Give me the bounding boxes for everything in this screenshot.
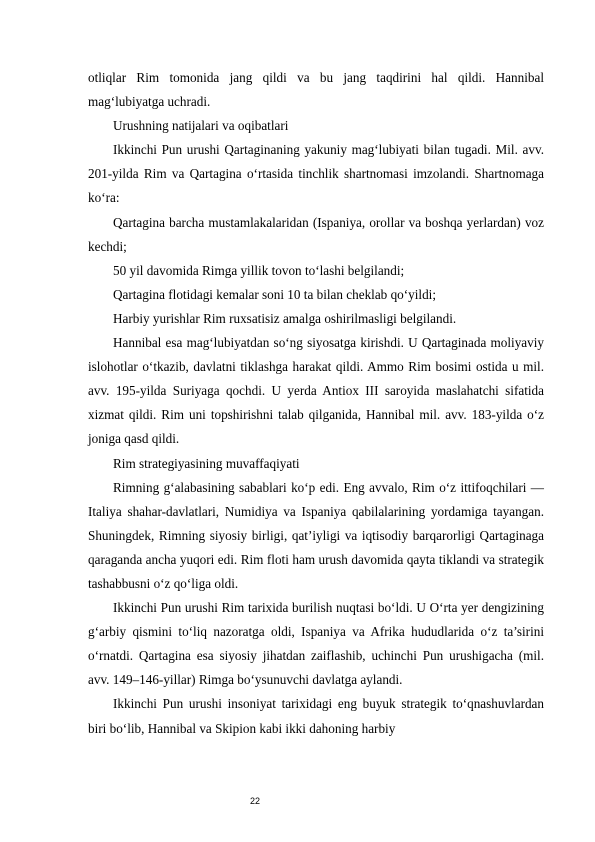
treaty-term-colonies: Qartagina barcha mustamlakalaridan (Ispaniya, orollar va boshqa yerlardan) voz kechdi; [88, 214, 544, 254]
paragraph-victory-reasons: Rimning g‘alabasining sabablari ko‘p edi. Eng avvalo, Rim o‘z ittifoqchilari — Italiya shahar-davlatlari, Numidiya va Ispaniya qabilalarining yordamiga tayangan. Shuningdek, Rimning siyosiy birligi, qat’iyligi va iqtisodiy barqarorligi Qartaginaga qaraganda ancha yuqori edi. Rim floti ham urush davomida qayta tiklandi va strategik tashabbusni o‘z qo‘liga oldi. [88, 479, 544, 591]
page-number: 22 [249, 796, 260, 806]
document-page [88, 66, 544, 741]
paragraph-hannibal-fate: Hannibal esa mag‘lubiyatdan so‘ng siyosatga kirishdi. U Qartaginada moliyaviy islohotlar o‘tkazib, davlatni tiklashga harakat qildi. Ammo Rim bosimi ostida u mil. avv. 195-yilda Suriyaga qochdi. U yerda Antiox III saroyida maslahatchi sifatida xizmat qildi. Rim uni topshirishni talab qilganida, Hannibal mil. avv. 183-yilda o‘z joniga qasd qildi. [88, 335, 544, 447]
treaty-term-fleet: Qartagina flotidagi kemalar soni 10 ta bilan cheklab qo‘yildi; [113, 286, 436, 302]
paragraph-conclusion: Ikkinchi Pun urushi insoniyat tarixidagi eng buyuk strategik to‘qnashuvlardan biri bo‘lib, Hannibal va Skipion kabi ikki dahoning harbiy [88, 696, 544, 736]
section-heading-strategy: Rim strategiyasining muvaffaqiyati [113, 455, 300, 471]
paragraph-continuation: otliqlar Rim tomonida jang qildi va bu jang taqdirini hal qildi. Hannibal mag‘lubiyatga uchradi. [88, 70, 544, 110]
paragraph-turning-point: Ikkinchi Pun urushi Rim tarixida burilish nuqtasi bo‘ldi. U O‘rta yer dengizining g‘arbiy qismini to‘liq nazoratga oldi, Ispaniya va Afrika hududlarida o‘z ta’sirini o‘rnatdi. Qartagina esa siyosiy jihatdan zaiflashib, uchinchi Pun urushigacha (mil. avv. 149–146-yillar) Rimga bo‘ysunuvchi davlatga aylandi. [88, 600, 544, 688]
treaty-term-military: Harbiy yurishlar Rim ruxsatisiz amalga oshirilmasligi belgilandi. [113, 310, 457, 326]
paragraph-peace-treaty: Ikkinchi Pun urushi Qartaginaning yakuniy mag‘lubiyati bilan tugadi. Mil. avv. 201-yilda Rim va Qartagina o‘rtasida tinchlik shartnomasi imzolandi. Shartnomaga ko‘ra: [88, 142, 544, 206]
treaty-term-tribute: 50 yil davomida Rimga yillik tovon to‘lashi belgilandi; [113, 262, 405, 278]
section-heading-results: Urushning natijalari va oqibatlari [113, 118, 289, 134]
